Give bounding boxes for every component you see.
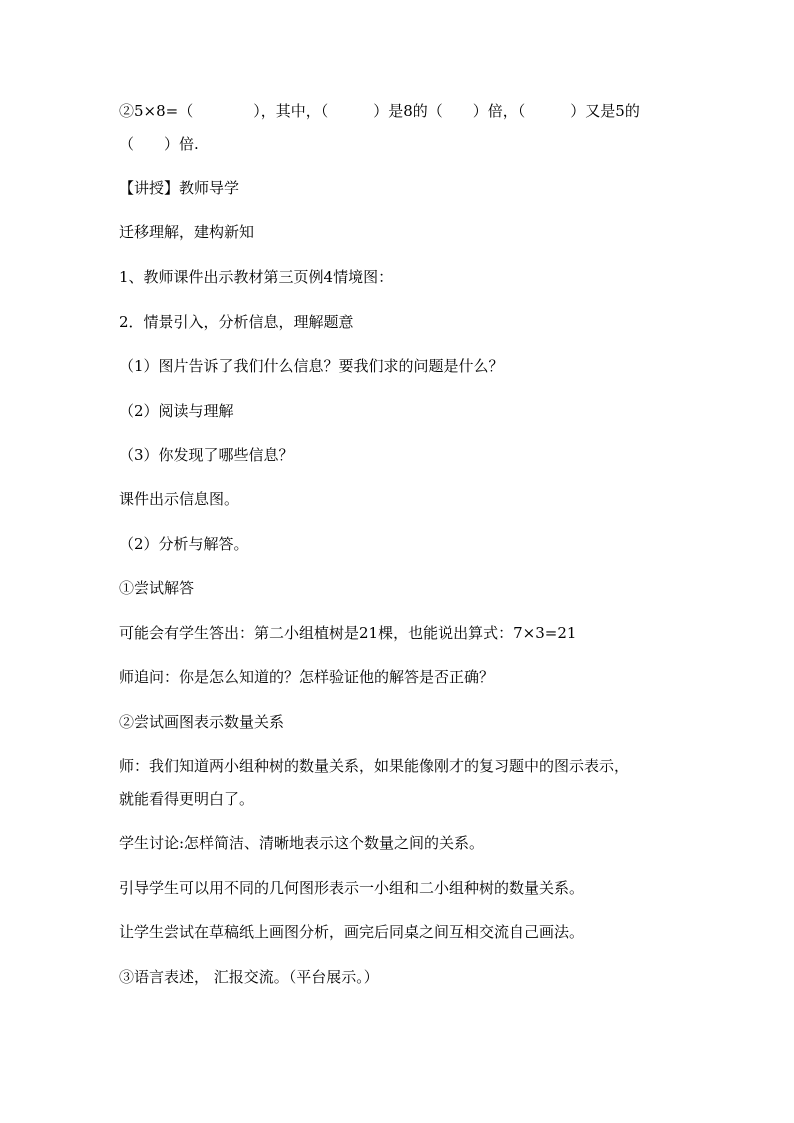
exercise-line-2: （ ）倍. xyxy=(119,135,199,153)
paragraph: ③语言表述， 汇报交流。（平台展示。） xyxy=(119,968,379,986)
paragraph: （2）分析与解答。 xyxy=(119,535,249,553)
paragraph: （2）阅读与理解 xyxy=(119,402,234,420)
paragraph: （1）图片告诉了我们什么信息？要我们求的问题是什么？ xyxy=(119,357,504,375)
paragraph: 师追问：你是怎么知道的？怎样验证他的解答是否正确？ xyxy=(119,668,495,686)
paragraph: 2．情景引入，分析信息，理解题意 xyxy=(119,313,354,331)
paragraph: 学生讨论:怎样简洁、清晰地表示这个数量之间的关系。 xyxy=(119,834,485,852)
paragraph: 让学生尝试在草稿纸上画图分析，画完后同桌之间互相交流自己画法。 xyxy=(119,923,585,941)
paragraph: 师：我们知道两小组种树的数量关系，如果能像刚才的复习题中的图示表示， xyxy=(119,757,630,775)
paragraph: 可能会有学生答出：第二小组植树是21棵，也能说出算式：7×3=21 xyxy=(119,624,577,642)
paragraph: （3）你发现了哪些信息？ xyxy=(119,446,294,464)
subheading: 迁移理解，建构新知 xyxy=(119,223,255,241)
paragraph: ②尝试画图表示数量关系 xyxy=(119,713,285,731)
paragraph: 1、教师课件出示教材第三页例4情境图： xyxy=(119,268,394,286)
paragraph: ①尝试解答 xyxy=(119,579,195,597)
paragraph: 就能看得更明白了。 xyxy=(119,790,255,808)
paragraph: 课件出示信息图。 xyxy=(119,490,240,508)
paragraph: 引导学生可以用不同的几何图形表示一小组和二小组种树的数量关系。 xyxy=(119,879,585,897)
exercise-line-1: ②5×8=（ ），其中，（ ）是8的（ ）倍，（ ）又是5的 xyxy=(119,102,640,120)
section-heading: 【讲授】教师导学 xyxy=(119,179,240,197)
